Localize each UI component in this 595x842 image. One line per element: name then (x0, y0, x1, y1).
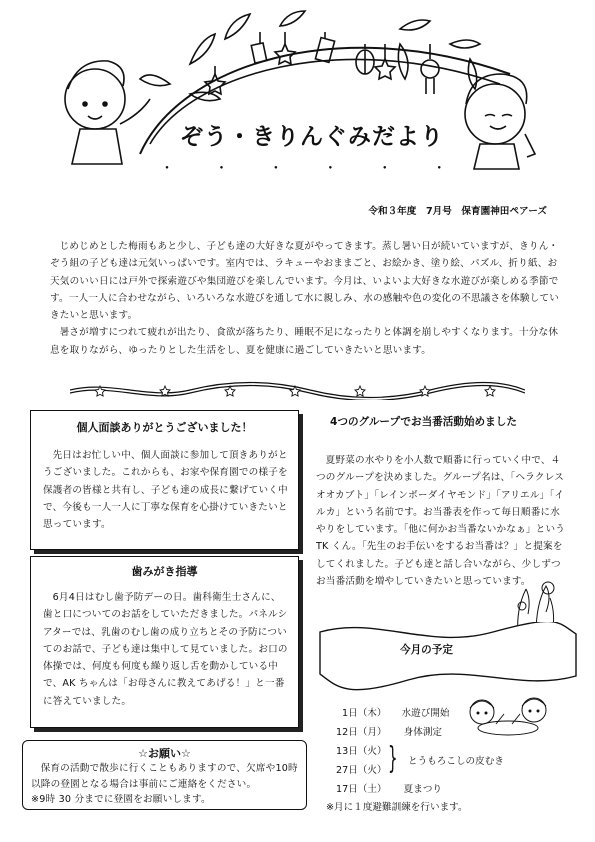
interview-box (30, 410, 299, 550)
schedule-item (336, 762, 387, 776)
request-box (22, 740, 307, 810)
schedule-item (336, 781, 442, 795)
schedule-event: 水遊び開始 (401, 708, 450, 719)
request-note: ※9時 30 分までに登園をお願いします。 (31, 794, 211, 805)
request-body: 保育の活動で散歩に行くこともありますので、欠席や10時以降の登園となる場合は事前にご連絡をください。 (31, 763, 298, 790)
schedule-note: ※月に１度避難訓練を行います。 (326, 802, 468, 813)
schedule-date: 1日（木） (342, 708, 387, 719)
schedule-event: 夏まつり (403, 784, 443, 795)
title-dots: ・ ・ ・ ・ ・ ・ (160, 161, 465, 177)
groups-body: 夏野菜の水やりを小人数で順番に行っていく中で、４つのグループを決めました。グループ名は、「ヘラクレスオオカブト」「レインボーダイヤモンド」「アリエル」「イルカ」という名前です。お当番表を作って毎日順番に水やりをしています。「他に何かお当番ないかなぁ」という TK くん。「先生のお手伝いをするお当番は？」と提案をしてくれました。子ども達と話し合いながら、少しずつお当番活動を増やしていきたいと思っています。 (316, 455, 566, 588)
request-title: ☆お願い☆ (138, 747, 191, 760)
schedule-banner (318, 622, 580, 694)
newsletter-title: ぞう・きりんぐみだより (180, 124, 444, 150)
schedule-event: 身体測定 (403, 727, 443, 738)
schedule-grouped-event: とうもろこしの皮むき (408, 756, 504, 767)
schedule-title: 今月の予定 (400, 644, 453, 656)
intro-paragraph-2: 暑さが増すにつれて疲れが出たり、食欲が落ちたり、睡眠不足になったりと体調を崩しやすくなります。十分な休息を取りながら、ゆったりとした生活をし、夏を健康に過ごしていきたいと思います。 (50, 327, 559, 356)
issue-line: 令和３年度 7月号 保育園神田ペアーズ (368, 206, 547, 217)
schedule-date: 17日（土） (336, 784, 387, 795)
toothbrushing-box (30, 556, 299, 728)
intro-section (50, 238, 565, 359)
interview-title: 個人面談ありがとうございました！ (76, 421, 253, 434)
schedule-brace: } (388, 741, 398, 776)
interview-body: 先日はお忙しい中、個人面談に参加して頂きありがとうございました。これからも、お家や保育園での様子を保護者の皆様と共有し、子ども達の成長に繋げていく中で、今後も一人一人に丁寧な保育を心掛けていきたいと思っています。 (43, 450, 288, 531)
toothbrushing-title: 歯みがき指導 (131, 565, 198, 578)
schedule-date: 12日（月） (336, 727, 387, 738)
groups-title: 4つのグループでお当番活動始めました (330, 416, 517, 428)
schedule-date: 27日（火） (336, 765, 387, 776)
star-divider (70, 380, 525, 400)
toothbrushing-body: 6月4日はむし歯予防デーの日。歯科衛生士さんに、歯と口についてのお話をしていただきました。パネルシアターでは、乳歯のむし歯の成り立ちとその予防についてのお話で、子ども達は集中して見ていました。お口の体操では、何度も何度も繰り返し舌を動かしている中で、AK ちゃんは「お母さんに教えてあげる！」と一番に答えていました。 (43, 592, 288, 707)
intro-paragraph-1: じめじめとした梅雨もあと少し、子ども達の大好きな夏がやってきます。蒸し暑い日が続いていますが、きりん・ぞう組の子ども達は元気いっぱいです。室内では、ラキューやおままごと、お絵かき、塗り絵、パズル、折り紙、お天気のいい日には戸外で探索遊びや集団遊びを楽しんでいます。今月は、いよいよ大好きな水遊びが楽しめる季節です。一人一人に合わせながら、いろいろな水遊びを通して水に親しみ、水の感触や色の変化の不思議さを体験していきたいと思います。 (50, 241, 560, 322)
schedule-item (336, 724, 442, 738)
children-cooking-illustration (460, 694, 565, 739)
schedule-item (342, 705, 450, 719)
schedule-item (336, 743, 387, 757)
schedule-date: 13日（火） (336, 746, 387, 757)
